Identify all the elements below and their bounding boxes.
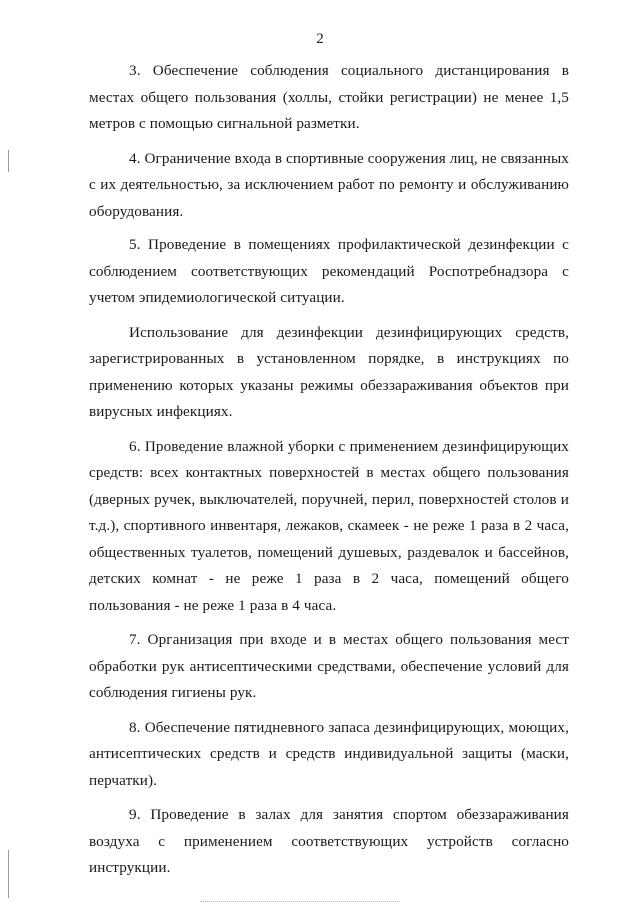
paragraph-item-3: 3. Обеспечение соблюдения социального дистанцирования в местах общего пользования (холлы, стойки регистрации) не менее 1,5 метров с помощью сигнальной разметки. — [89, 62, 569, 132]
paragraph-item-8: 8. Обеспечение пятидневного запаса дезинфицирующих, моющих, антисептических средств и средств индивидуальной защиты (маски, перчатки). — [89, 718, 569, 789]
scan-edge-mark-bottom — [8, 850, 9, 898]
document-body — [89, 58, 569, 888]
paragraph-item-5: 5. Проведение в помещениях профилактической дезинфекции с соблюдением соответствующих рекомендаций Роспотребнадзора с учетом эпидемиологической ситуации. — [89, 236, 569, 306]
paragraph-item-4: 4. Ограничение входа в спортивные сооружения лиц, не связанных с их деятельностью, за исключением работ по ремонту и обслуживанию оборудования. — [89, 149, 569, 220]
paragraph-item-9: 9. Проведение в залах для занятия спортом обеззараживания воздуха с применением соответствующих устройств согласно инструкции. — [89, 806, 569, 876]
scan-edge-mark-top — [8, 150, 9, 172]
page-number: 2 — [316, 31, 324, 47]
paragraph-disinfectants: Использование для дезинфекции дезинфицирующих средств, зарегистрированных в установленном порядке, в инструкциях по применению которых указаны режимы обеззараживания объектов при вирусных инфекциях. — [89, 323, 569, 420]
paragraph-item-7: 7. Организация при входе и в местах общего пользования мест обработки рук антисептическими средствами, обеспечение условий для соблюдения гигиены рук. — [89, 631, 569, 701]
paragraph-item-6: 6. Проведение влажной уборки с применением дезинфицирующих средств: всех контактных поверхностей в местах общего пользования (дверных ручек, выключателей, поручней, перил, поверхностей столов и т.д.), спортивного инвентаря, лежаков, скамеек - не реже 1 раза в 2 часа, общественных туалетов, помещений душевых, раздевалок и бассейнов, детских комнат - не реже 1 раза в 2 часа, помещений общего пользования - не реже 1 раза в 4 часа. — [89, 437, 569, 614]
scan-bottom-artifact — [200, 900, 400, 902]
